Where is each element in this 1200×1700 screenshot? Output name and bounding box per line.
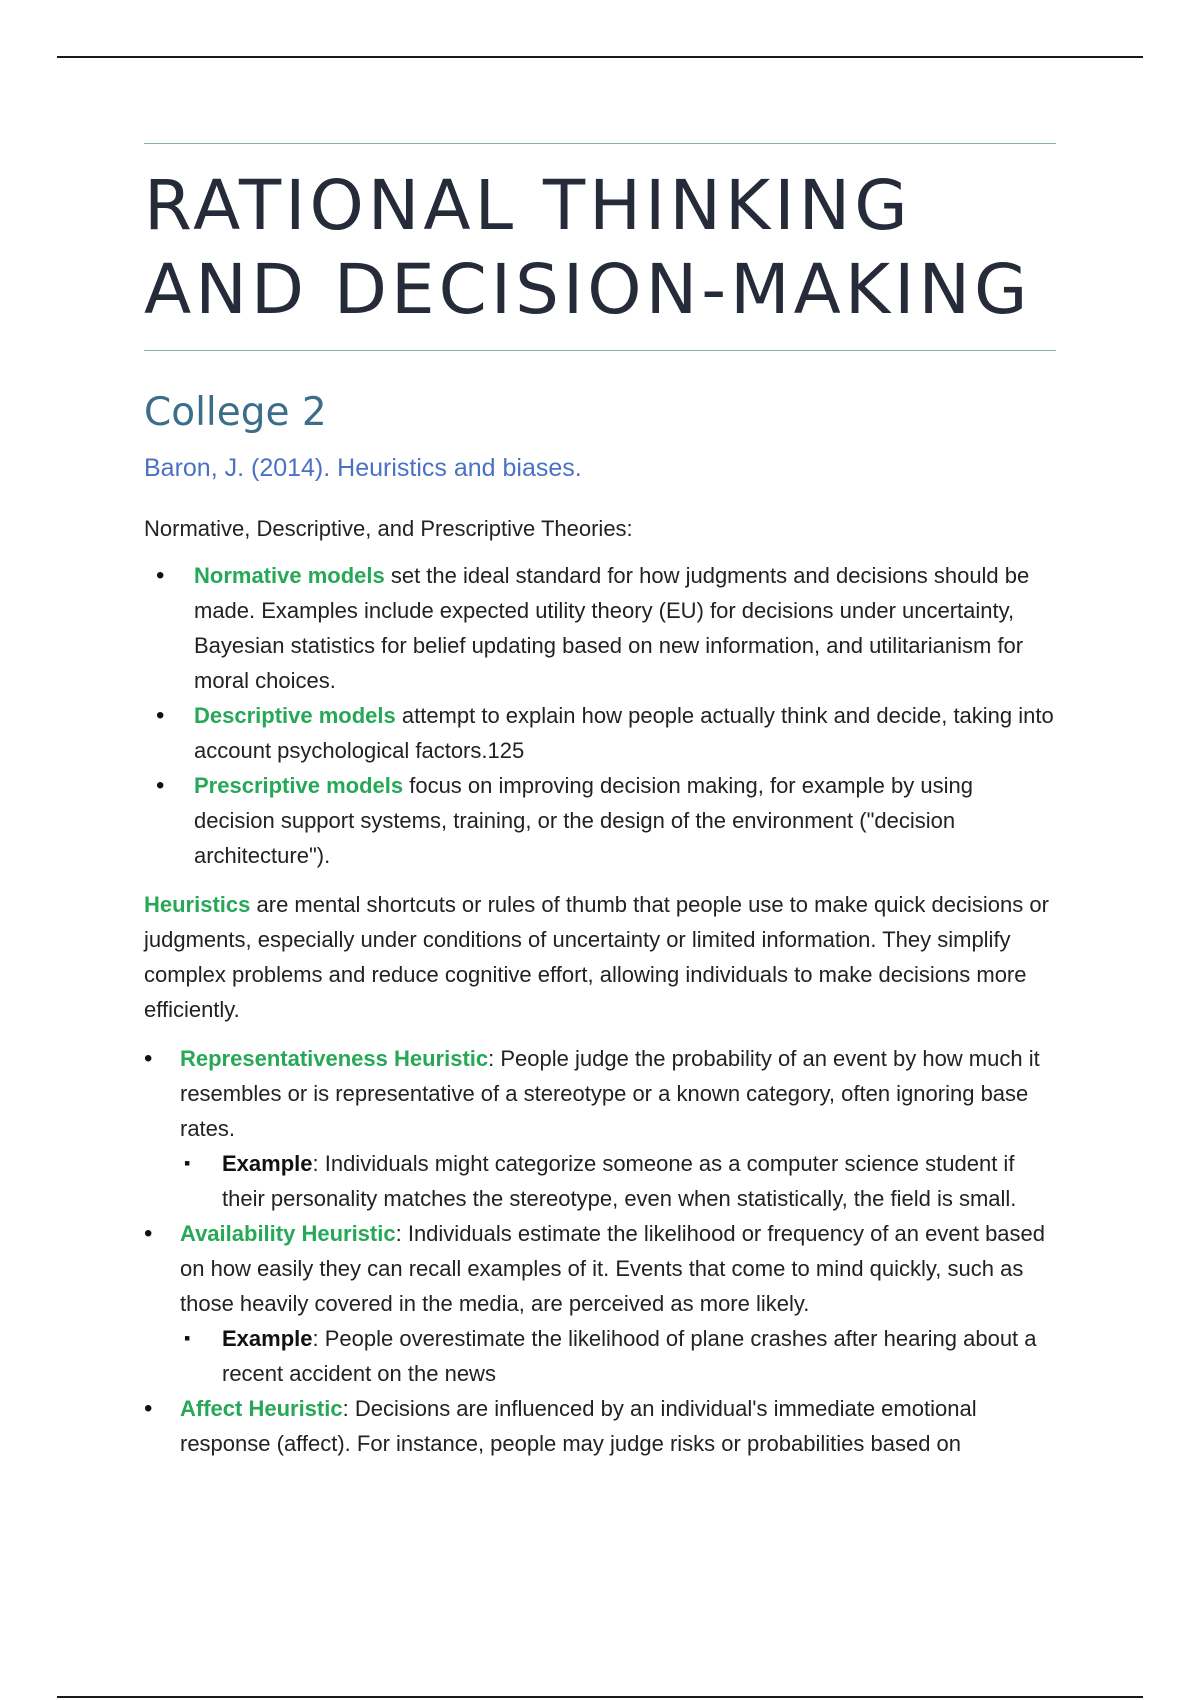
representativeness-text: : People judge the probability of an event by how much it resembles or is representative of a stereotype or a known category, often ignoring base rates.: [180, 1046, 1040, 1141]
example-label: Example: [222, 1151, 313, 1176]
title-line-2: AND DECISION-MAKING: [144, 250, 1032, 330]
term-normative: Normative models: [194, 563, 385, 588]
example-item: [180, 1321, 1056, 1391]
heuristics-paragraph: [144, 887, 1056, 1027]
title-bottom-rule: [144, 350, 1056, 351]
title-top-rule: [144, 143, 1056, 144]
document-body: [144, 143, 1056, 1461]
example-item: [180, 1146, 1056, 1216]
heuristics-list: [144, 1041, 1056, 1461]
representativeness-examples: [180, 1146, 1056, 1216]
term-descriptive: Descriptive models: [194, 703, 396, 728]
term-affect: Affect Heuristic: [180, 1396, 343, 1421]
normative-text: set the ideal standard for how judgments and decisions should be made. Examples include expected utility theory (EU) for decisions under uncertainty, Bayesian statistics for belief updating based on new information, and utilitarianism for moral choices.: [194, 563, 1030, 693]
title-line-1: RATIONAL THINKING: [144, 166, 912, 246]
list-item-affect: [144, 1391, 1056, 1461]
list-item-representativeness: [144, 1041, 1056, 1216]
term-representativeness: Representativeness Heuristic: [180, 1046, 489, 1071]
term-availability: Availability Heuristic: [180, 1221, 396, 1246]
page-bottom-rule: [57, 1696, 1143, 1698]
example-text: : Individuals might categorize someone as a computer science student if their personality matches the stereotype, even when statistically, the field is small.: [222, 1151, 1017, 1211]
list-item-normative: [144, 558, 1056, 698]
citation-heading: Baron, J. (2014). Heuristics and biases.: [144, 454, 582, 482]
availability-examples: [180, 1321, 1056, 1391]
list-item-availability: [144, 1216, 1056, 1391]
intro-paragraph: Normative, Descriptive, and Prescriptive Theories:: [144, 516, 633, 541]
example-label: Example: [222, 1326, 313, 1351]
affect-text: : Decisions are influenced by an individual's immediate emotional response (affect). For instance, people may judge risks or probabilities based on: [180, 1396, 977, 1456]
college-heading: College 2: [144, 390, 327, 435]
prescriptive-text: focus on improving decision making, for example by using decision support systems, training, or the design of the environment ("decision architecture").: [194, 773, 973, 868]
document-title: [144, 164, 1056, 332]
availability-text: : Individuals estimate the likelihood or frequency of an event based on how easily they can recall examples of it. Events that come to mind quickly, such as those heavily covered in the media, are perceived as more likely.: [180, 1221, 1046, 1316]
list-item-descriptive: [144, 698, 1056, 768]
list-item-prescriptive: [144, 768, 1056, 873]
page-top-rule: [57, 56, 1143, 58]
term-prescriptive: Prescriptive models: [194, 773, 404, 798]
models-list: [144, 558, 1056, 873]
term-heuristics: Heuristics: [144, 892, 251, 917]
example-text: : People overestimate the likelihood of plane crashes after hearing about a recent accident on the news: [222, 1326, 1037, 1386]
heuristics-text: are mental shortcuts or rules of thumb that people use to make quick decisions or judgments, especially under conditions of uncertainty or limited information. They simplify complex problems and reduce cognitive effort, allowing individuals to make decisions more efficiently.: [144, 892, 1049, 1022]
descriptive-text: attempt to explain how people actually think and decide, taking into account psychological factors.125: [194, 703, 1054, 763]
